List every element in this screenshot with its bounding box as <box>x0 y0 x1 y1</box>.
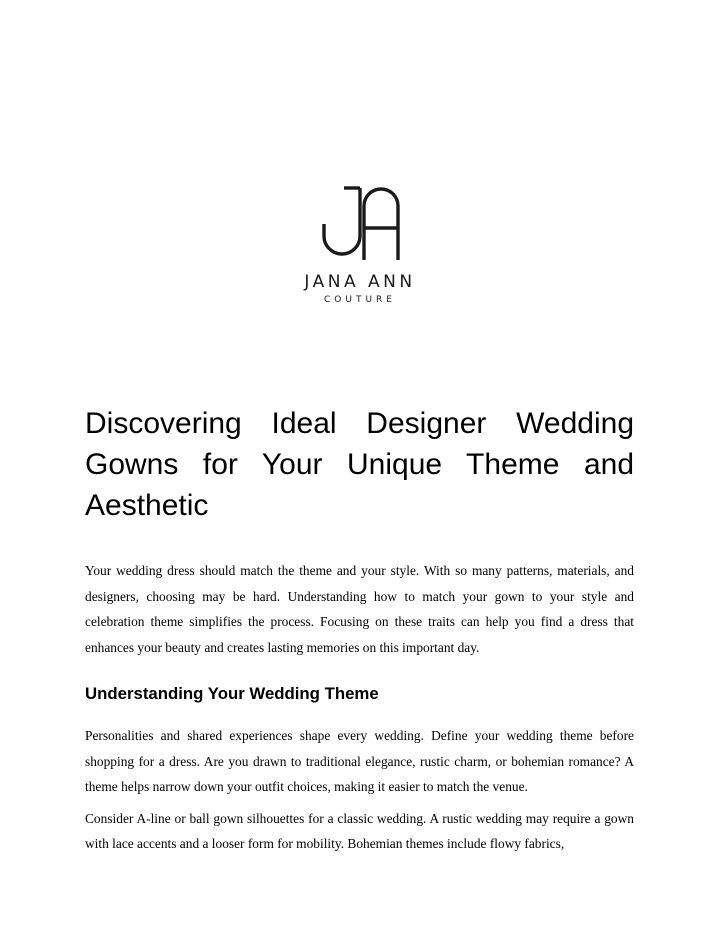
intro-paragraph: Your wedding dress should match the theme and your style. With so many patterns, materials, and designers, choosing may be hard. Understanding how to match your gown to your style and celebration theme simplifies the process. Focusing on these traits can help you find a dress that enhances your beauty and creates lasting memories on this important day. <box>85 563 634 655</box>
brand-name: JANA ANN <box>304 272 416 292</box>
article-title: Discovering Ideal Designer Wedding Gowns for Your Unique Theme and Aesthetic <box>85 407 634 522</box>
section-paragraph: Personalities and shared experiences shape every wedding. Define your wedding theme before shopping for a dress. Are you drawn to traditional elegance, rustic charm, or bohemian romance? A theme helps narrow down your outfit choices, making it easier to match the venue. <box>85 728 634 794</box>
section-heading: Understanding Your Wedding Theme <box>85 684 379 703</box>
section-paragraph: Consider A-line or ball gown silhouettes for a classic wedding. A rustic wedding may require a gown with lace accents and a looser form for mobility. Bohemian themes include flowy fabrics, <box>85 810 634 851</box>
brand-subtitle: COUTURE <box>324 295 396 305</box>
brand-logo <box>290 180 430 310</box>
article-body <box>85 403 634 857</box>
monogram-icon <box>320 184 400 264</box>
